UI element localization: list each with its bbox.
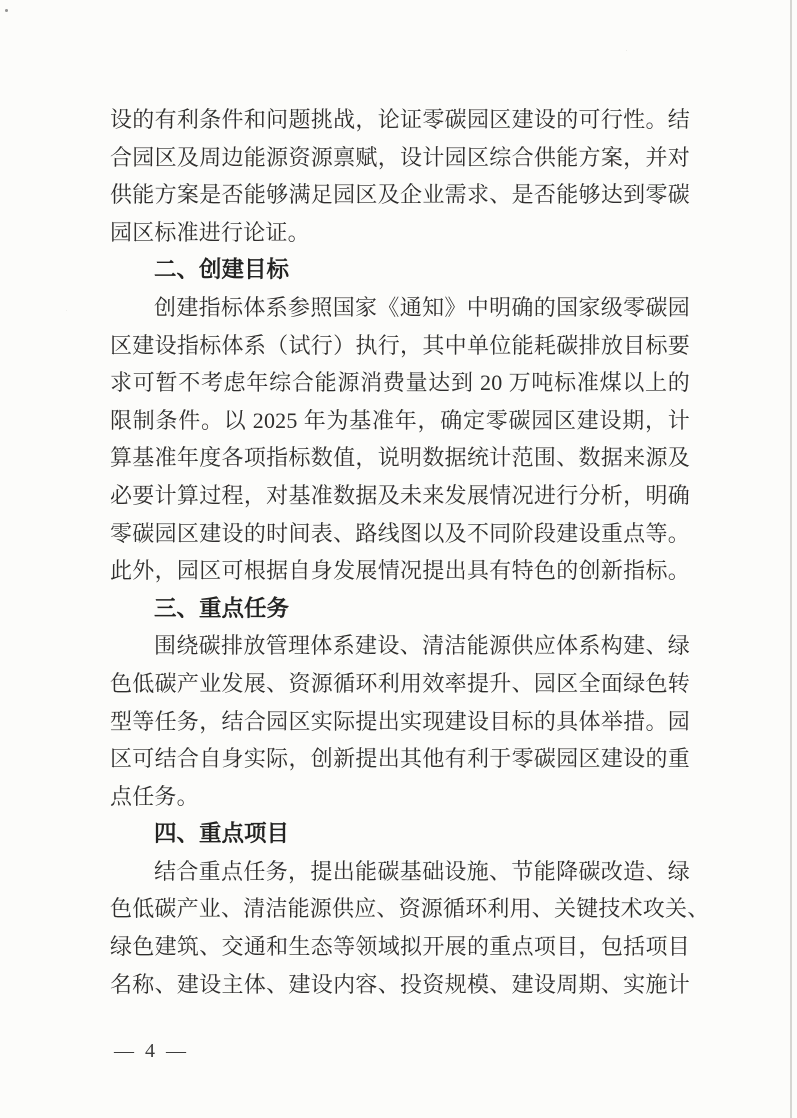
body-line: 结合重点任务，提出能碳基础设施、节能降碳改造、绿 bbox=[154, 858, 690, 884]
scan-edge-shadow bbox=[790, 0, 792, 1118]
body-line: 必要计算过程，对基准数据及未来发展情况进行分析，明确 bbox=[110, 482, 690, 508]
body-line: 园区标准进行论证。 bbox=[110, 219, 310, 245]
body-line: 绿色建筑、交通和生态等领域拟开展的重点项目，包括项目 bbox=[110, 934, 690, 960]
body-line: 算基准年度各项指标数值，说明数据统计范围、数据来源及 bbox=[110, 445, 690, 471]
body-line: 围绕碳排放管理体系建设、清洁能源供应体系构建、绿 bbox=[154, 633, 690, 659]
section-heading-projects: 四、重点项目 bbox=[154, 821, 290, 847]
body-line: 此外，园区可根据自身发展情况提出具有特色的创新指标。 bbox=[110, 558, 690, 584]
section-heading-tasks: 三、重点任务 bbox=[154, 595, 290, 621]
body-line: 型等任务，结合园区实际提出实现建设目标的具体举措。园 bbox=[110, 708, 690, 734]
body-line: 求可暂不考虑年综合能源消费量达到 20 万吨标准煤以上的 bbox=[110, 370, 690, 396]
body-line: 合园区及周边能源资源禀赋，设计园区综合供能方案，并对 bbox=[110, 144, 690, 170]
body-line: 供能方案是否能够满足园区及企业需求、是否能够达到零碳 bbox=[110, 182, 690, 208]
body-line: 色低碳产业、清洁能源供应、资源循环利用、关键技术攻关、 bbox=[110, 896, 710, 922]
body-line: 零碳园区建设的时间表、路线图以及不同阶段建设重点等。 bbox=[110, 520, 690, 546]
document-body bbox=[110, 101, 710, 1003]
body-line: 创建指标体系参照国家《通知》中明确的国家级零碳园 bbox=[154, 294, 690, 320]
body-line: 区建设指标体系（试行）执行，其中单位能耗碳排放目标要 bbox=[110, 332, 690, 358]
body-line: 名称、建设主体、建设内容、投资规模、建设周期、实施计 bbox=[110, 971, 690, 997]
page-number: — 4 — bbox=[114, 1040, 189, 1062]
body-line: 限制条件。以 2025 年为基准年，确定零碳园区建设期，计 bbox=[110, 407, 690, 433]
body-line: 区可结合自身实际，创新提出其他有利于零碳园区建设的重 bbox=[110, 746, 690, 772]
body-line: 点任务。 bbox=[110, 783, 199, 809]
section-heading-goal: 二、创建目标 bbox=[154, 257, 290, 283]
body-line: 色低碳产业发展、资源循环利用效率提升、园区全面绿色转 bbox=[110, 670, 690, 696]
body-line: 设的有利条件和问题挑战，论证零碳园区建设的可行性。结 bbox=[110, 107, 690, 132]
